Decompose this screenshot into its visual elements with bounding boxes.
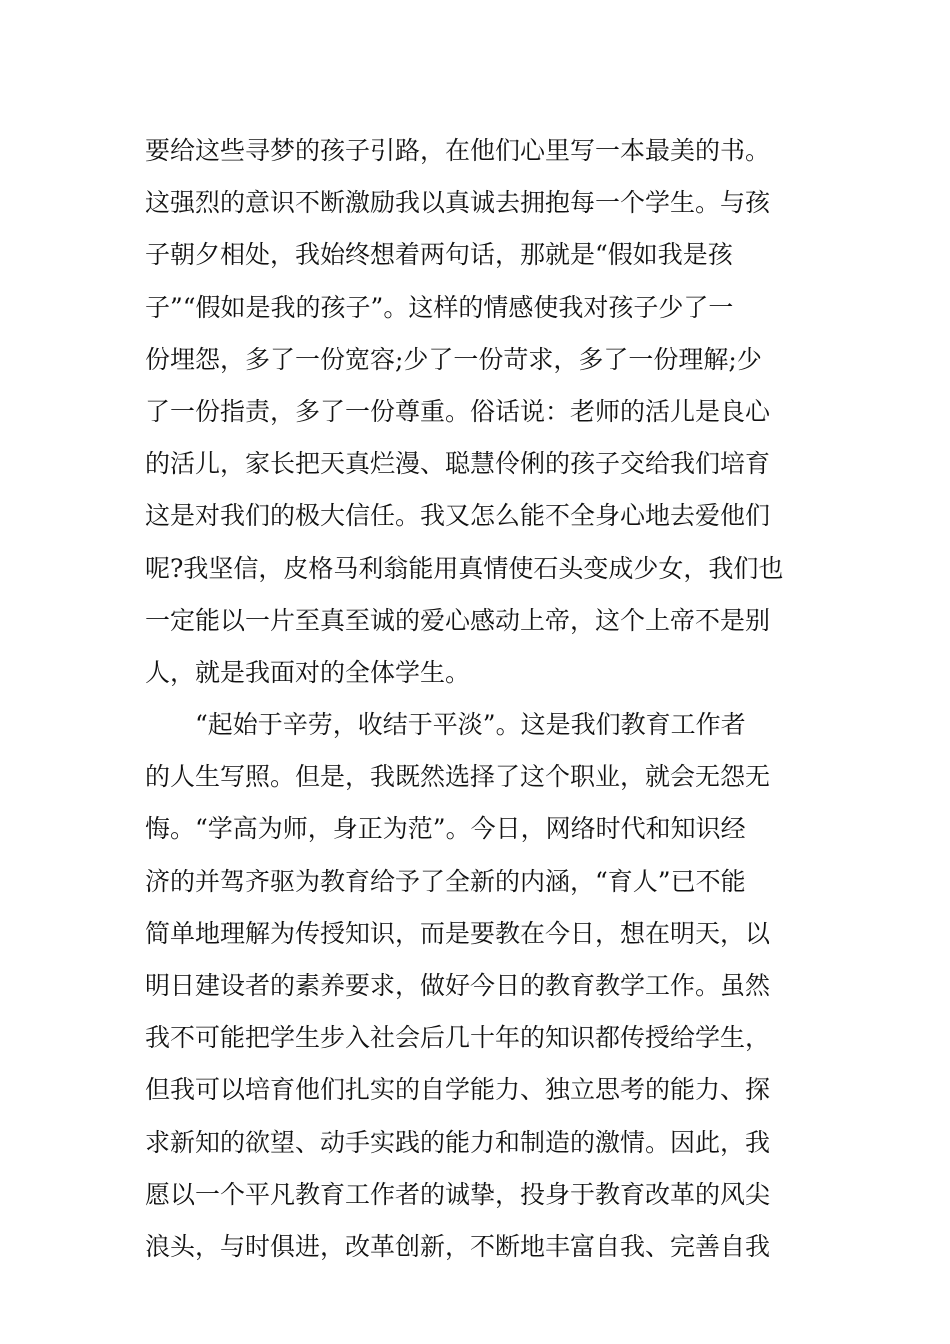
text-line: 呢?我坚信，皮格马利翁能用真情使石头变成少女，我们也 — [145, 553, 784, 583]
text-line: 济的并驾齐驱为教育给予了全新的内涵，“育人”已不能 — [145, 866, 746, 896]
text-line: 我不可能把学生步入社会后几十年的知识都传授给学生， — [145, 1023, 771, 1053]
text-line: 子朝夕相处，我始终想着两句话，那就是“假如我是孩 — [145, 240, 733, 270]
text-line: 求新知的欲望、动手实践的能力和制造的激情。因此，我 — [145, 1127, 771, 1157]
text-line: 要给这些寻梦的孩子引路，在他们心里写一本最美的书。 — [145, 136, 771, 165]
document-body — [145, 125, 815, 1273]
text-line: 子”“假如是我的孩子”。这样的情感使我对孩子少了一 — [145, 292, 734, 322]
text-line: 人，就是我面对的全体学生。 — [145, 657, 471, 687]
text-line: 但我可以培育他们扎实的自学能力、独立思考的能力、探 — [145, 1075, 771, 1105]
text-line: 的活儿，家长把天真烂漫、聪慧伶俐的孩子交给我们培育 — [145, 449, 771, 479]
text-line: 明日建设者的素养要求，做好今日的教育教学工作。虽然 — [145, 971, 771, 1000]
text-line: 了一份指责，多了一份尊重。俗话说：老师的活儿是良心 — [145, 396, 771, 426]
text-line: 一定能以一片至真至诚的爱心感动上帝，这个上帝不是别 — [145, 605, 771, 635]
text-line: 的人生写照。但是，我既然选择了这个职业，就会无怨无 — [145, 762, 771, 792]
text-line: 浪头，与时俱进，改革创新，不断地丰富自我、完善自我 — [145, 1231, 771, 1261]
paragraph-2 — [145, 699, 815, 1273]
text-line: “起始于辛劳，收结于平淡”。这是我们教育工作者 — [195, 710, 746, 740]
text-line: 这是对我们的极大信任。我又怎么能不全身心地去爱他们 — [145, 501, 771, 531]
text-line: 悔。“学高为师，身正为范”。今日，网络时代和知识经 — [145, 814, 746, 844]
paragraph-1 — [145, 125, 815, 699]
text-line: 简单地理解为传授知识，而是要教在今日，想在明天，以 — [145, 918, 771, 948]
text-line: 份埋怨，多了一份宽容;少了一份苛求，多了一份理解;少 — [145, 344, 762, 374]
text-line: 愿以一个平凡教育工作者的诚挚，投身于教育改革的风尖 — [145, 1179, 771, 1209]
text-line: 这强烈的意识不断激励我以真诚去拥抱每一个学生。与孩 — [145, 188, 771, 218]
